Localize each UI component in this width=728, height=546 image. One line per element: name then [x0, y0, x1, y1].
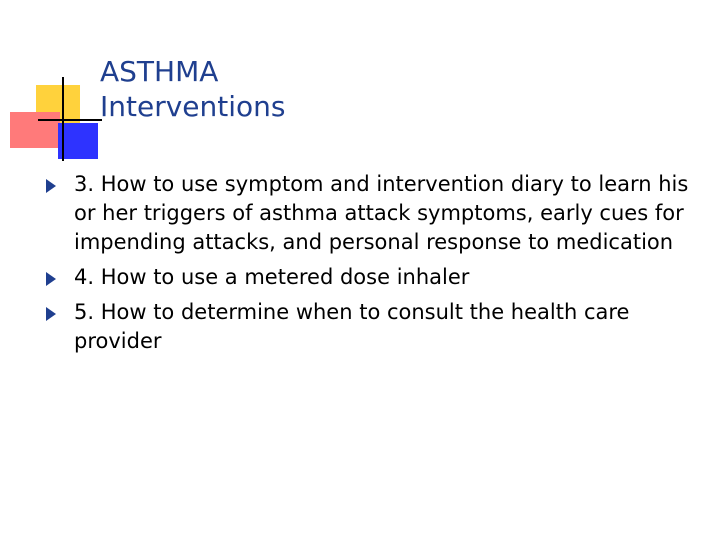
blue-square-icon	[58, 123, 98, 159]
triangle-bullet-icon	[46, 307, 56, 321]
bullet-list	[40, 170, 700, 362]
slide-title-line-1: ASTHMA	[100, 55, 219, 88]
triangle-bullet-icon	[46, 179, 56, 193]
slide-title	[100, 54, 286, 124]
triangle-bullet-icon	[46, 272, 56, 286]
corner-squares-icon	[0, 0, 110, 170]
bullet-text: 3. How to use symptom and intervention diary to learn his or her triggers of asthma attack symptoms, early cues for impending attacks, and personal response to medication	[74, 172, 689, 254]
red-square-icon	[10, 112, 60, 148]
horizontal-line-icon	[38, 119, 102, 121]
bullet-item-5	[40, 298, 700, 356]
bullet-item-4	[40, 263, 700, 292]
bullet-item-3	[40, 170, 700, 257]
slide-title-line-2: Interventions	[100, 90, 286, 123]
bullet-text: 4. How to use a metered dose inhaler	[74, 265, 470, 289]
bullet-text: 5. How to determine when to consult the health care provider	[74, 300, 630, 353]
